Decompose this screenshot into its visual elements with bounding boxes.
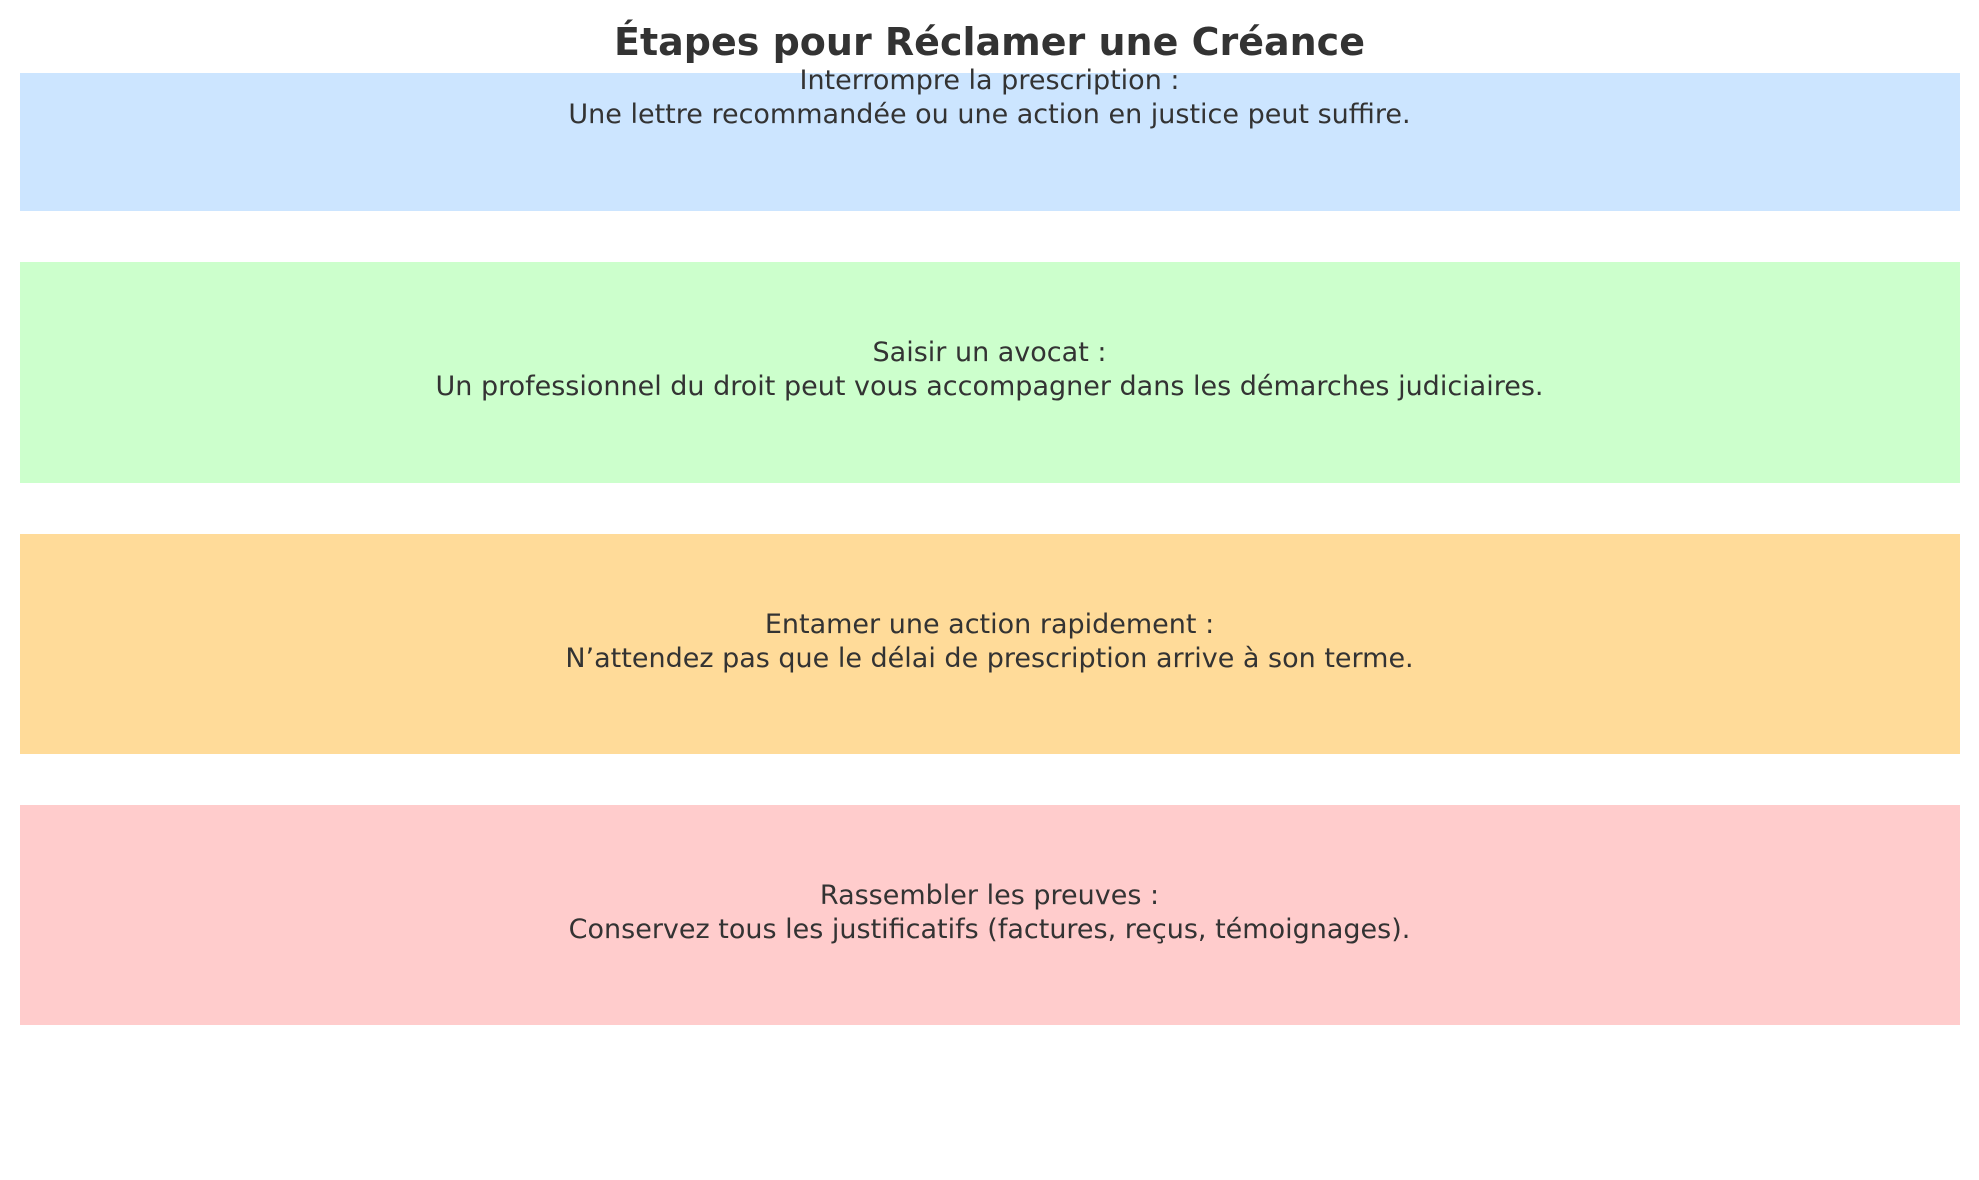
step-4-detail: Conservez tous les justificatifs (factures, reçus, témoignages). [568, 914, 1411, 945]
step-2-heading: Saisir un avocat : [872, 337, 1107, 368]
step-2-detail: Un professionnel du droit peut vous accompagner dans les démarches judiciaires. [435, 371, 1544, 402]
step-3-heading: Entamer une action rapidement : [764, 609, 1215, 640]
step-1-detail: Une lettre recommandée ou une action en justice peut suffire. [568, 99, 1411, 130]
diagram-title: Étapes pour Réclamer une Créance [614, 20, 1365, 64]
step-1-heading: Interrompre la prescription : [799, 65, 1180, 96]
step-3-detail: N’attendez pas que le délai de prescription arrive à son terme. [565, 643, 1414, 674]
step-4-heading: Rassembler les preuves : [819, 880, 1160, 911]
